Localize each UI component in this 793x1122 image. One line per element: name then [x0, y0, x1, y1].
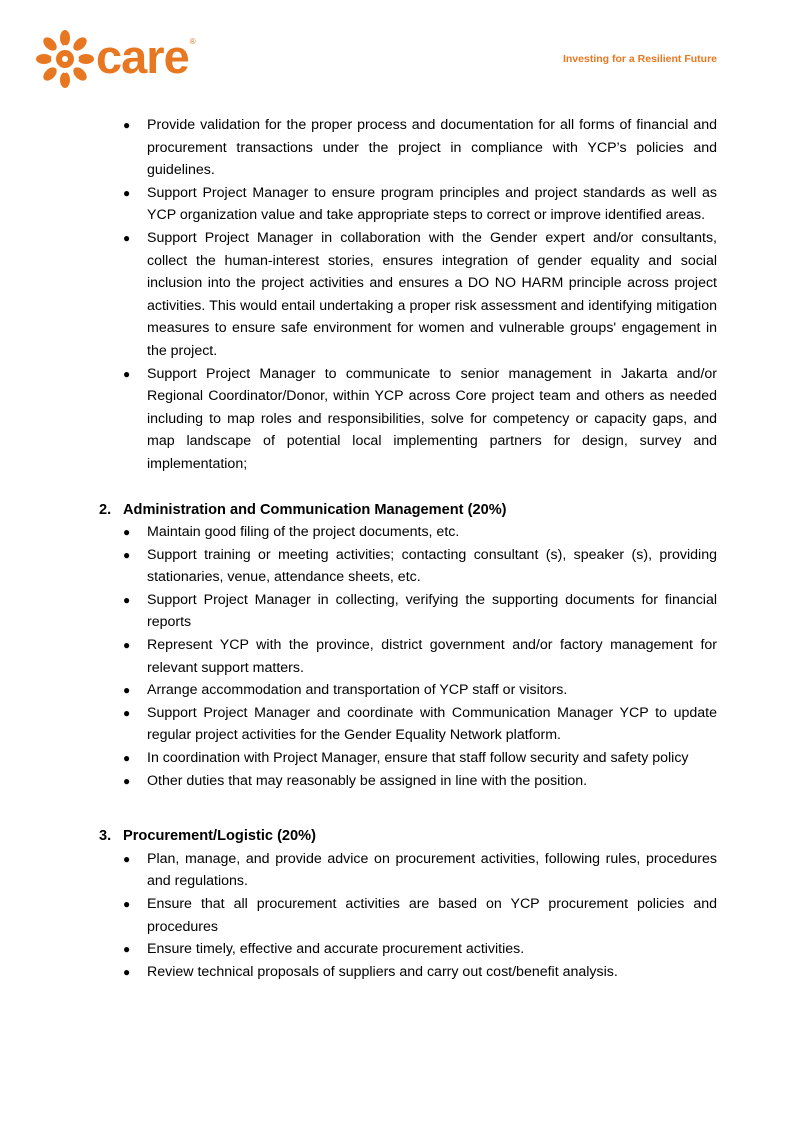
list-item-text: Plan, manage, and provide advice on procurement activities, following rules, procedures and regulations.: [147, 850, 717, 890]
list-item-text: Other duties that may reasonably be assigned in line with the position.: [147, 772, 588, 789]
list-item-text: Maintain good filing of the project documents, etc.: [147, 524, 460, 541]
registered-mark: ®: [189, 36, 196, 46]
list-item: [0, 521, 793, 544]
list-item-text: Support Project Manager in collaboration with the Gender expert and/or consultants, collect the human-interest stories, ensures integration of gender equality and social inclusion into the project activities and ensures a DO NO HARM principle across project activities. This would entail undertaking a proper risk assessment and identifying mitigation measures to ensure safe environment for women and vulnerable groups' engagement in the project.: [147, 229, 717, 359]
bullet-icon: ●: [123, 366, 131, 381]
page-header: [0, 0, 793, 100]
section-title: Administration and Communication Management (20%): [123, 501, 507, 518]
list-item-text: In coordination with Project Manager, ensure that staff follow security and safety policy: [147, 750, 689, 767]
bullet-icon: ●: [123, 705, 131, 720]
section-number: 2.: [99, 501, 112, 518]
document-body: [0, 114, 793, 983]
list-item: [0, 679, 793, 702]
list-item: [0, 634, 793, 679]
list-item: [0, 961, 793, 984]
care-sunburst-icon: [36, 30, 94, 88]
bullet-icon: ●: [123, 185, 131, 200]
header-tagline: Investing for a Resilient Future: [562, 53, 717, 65]
bullet-icon: ●: [123, 964, 131, 979]
list-item-text: Provide validation for the proper process and documentation for all forms of financial and procurement transactions under the project in compliance with YCP’s policies and guidelines.: [147, 117, 717, 179]
list-item-text: Support training or meeting activities; contacting consultant (s), speaker (s), providing stationaries, venue, attendance sheets, etc.: [147, 546, 717, 586]
list-item-text: Arrange accommodation and transportation of YCP staff or visitors.: [147, 682, 568, 699]
list-item: [0, 770, 793, 793]
bullet-icon: ●: [123, 751, 131, 766]
list-item: [0, 893, 793, 938]
section-number: 3.: [99, 828, 112, 845]
bullet-icon: ●: [123, 851, 131, 866]
bullet-icon: ●: [123, 897, 131, 911]
bullet-icon: ●: [123, 592, 131, 607]
list-item: [0, 544, 793, 589]
list-item: [0, 114, 793, 182]
administration-bullet-list: [0, 521, 793, 792]
procurement-bullet-list: [0, 848, 793, 984]
list-item: [0, 848, 793, 893]
list-item: [0, 938, 793, 961]
list-item-text: Support Project Manager in collecting, verifying the supporting documents for financial reports: [147, 591, 717, 631]
bullet-icon: ●: [123, 638, 131, 653]
section-heading-procurement: [0, 825, 793, 848]
logo-wordmark: care: [96, 29, 189, 83]
bullet-icon: ●: [123, 547, 131, 562]
intro-bullet-list: [0, 114, 793, 476]
section-title: Procurement/Logistic (20%): [123, 828, 317, 845]
list-item-text: Support Project Manager to ensure program principles and project standards as well as YCP organization value and take appropriate steps to correct or improve identified areas.: [147, 184, 717, 224]
list-item: [0, 363, 793, 476]
list-item: [0, 747, 793, 770]
list-item-text: Support Project Manager to communicate to senior management in Jakarta and/or Regional Coordinator/Donor, within YCP across Core project team and others as needed including to map roles and responsibilities, solve for competency or capacity gaps, and map landscape of potential local implementing partners for design, survey and implementation;: [147, 365, 717, 472]
bullet-icon: ●: [123, 773, 131, 788]
bullet-icon: ●: [123, 230, 131, 245]
bullet-icon: ●: [123, 118, 131, 132]
bullet-icon: ●: [123, 525, 131, 540]
list-item-text: Ensure that all procurement activities are based on YCP procurement policies and procedures: [147, 896, 717, 935]
care-logo: [36, 30, 196, 88]
list-item-text: Represent YCP with the province, district government and/or factory management for relevant support matters.: [147, 637, 717, 676]
section-heading-administration: [0, 499, 793, 522]
list-item: [0, 182, 793, 227]
list-item: [0, 589, 793, 634]
bullet-icon: ●: [123, 683, 131, 698]
bullet-icon: ●: [123, 942, 131, 957]
list-item: [0, 227, 793, 363]
list-item-text: Ensure timely, effective and accurate procurement activities.: [147, 941, 525, 958]
list-item-text: Review technical proposals of suppliers and carry out cost/benefit analysis.: [147, 963, 618, 980]
list-item: [0, 702, 793, 747]
list-item-text: Support Project Manager and coordinate with Communication Manager YCP to update regular project activities for the Gender Equality Network platform.: [147, 704, 717, 744]
